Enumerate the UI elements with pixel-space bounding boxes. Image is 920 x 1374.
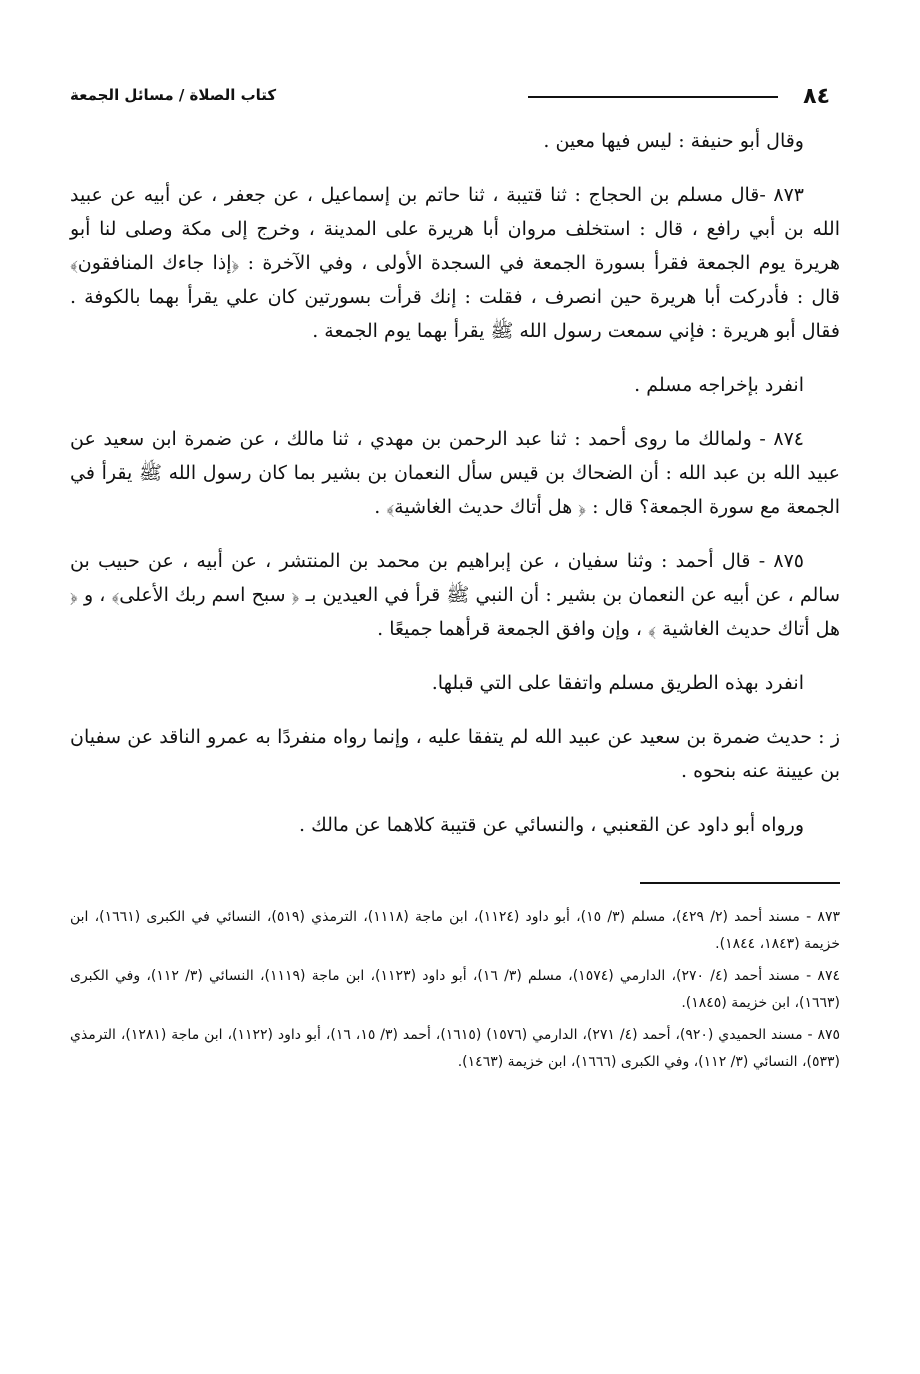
paragraph-abu-hanifa: وقال أبو حنيفة : ليس فيها معين . xyxy=(543,130,804,152)
zawaid-note: ز : حديث ضمرة بن سعيد عن عبيد الله لم يتفقا عليه ، وإنما رواه منفردًا به عمرو الناقد عن سفيان بن عيينة عنه بنحوه . xyxy=(70,726,840,782)
page-number: ٨٤ xyxy=(803,84,830,109)
header-rule xyxy=(528,96,778,98)
footnote-874: ٨٧٤ - مسند أحمد (٤/ ٢٧٠)، الدارمي (١٥٧٤)، مسلم (٣/ ١٦)، أبو داود (١١٢٣)، ابن ماجة (١١١٩)، النسائي (٣/ ١١٢)، وفي الكبرى (١٦٦٣)، ابن خزيمة (١٨٤٥). xyxy=(70,968,840,1011)
footnote-873: ٨٧٣ - مسند أحمد (٢/ ٤٢٩)، مسلم (٣/ ١٥)، أبو داود (١١٢٤)، ابن ماجة (١١١٨)، الترمذي (٥١٩)، النسائي في الكبرى (١٦٦١)، ابن خزيمة (١٨٤٣، ١٨٤٤). xyxy=(70,909,840,952)
hadith-873: ٨٧٣ -قال مسلم بن الحجاج : ثنا قتيبة ، ثنا حاتم بن إسماعيل ، عن جعفر ، عن أبيه عن عبيد الله بن أبي رافع ، قال : استخلف مروان أبا هريرة على المدينة ، وخرج إلى مكة وصلى لنا أبو هريرة يوم الجمعة فقرأ بسورة الجمعة في السجدة الأولى ، وفي الآخرة : ﴿إذا جاءك المنافقون﴾ قال : فأدركت أبا هريرة حين انصرف ، فقلت : إنك قرأت بسورتين كان علي يقرأ بهما بالكوفة . فقال أبو هريرة : فإني سمعت رسول الله ﷺ يقرأ بهما يوم الجمعة . xyxy=(70,184,840,342)
note-muslim-only: انفرد بإخراجه مسلم . xyxy=(634,374,804,396)
hadith-875: ٨٧٥ - قال أحمد : وثنا سفيان ، عن إبراهيم بن محمد بن المنتشر ، عن أبيه ، عن حبيب بن سالم ، عن أبيه عن النعمان بن بشير : أن النبي ﷺ قرأ في العيدين بـ ﴿ سبح اسم ربك الأعلى﴾ ، و ﴿ هل أتاك حديث الغاشية ﴾ ، وإن وافق الجمعة قرأهما جميعًا . xyxy=(70,550,840,640)
hadith-874: ٨٧٤ - ولمالك ما روى أحمد : ثنا عبد الرحمن بن مهدي ، ثنا مالك ، عن ضمرة ابن سعيد عن عبيد الله بن عبد الله : أن الضحاك بن قيس سأل النعمان بن بشير بما كان رسول الله ﷺ يقرأ في الجمعة مع سورة الجمعة؟ قال : ﴿ هل أتاك حديث الغاشية﴾ . xyxy=(70,428,840,518)
note-abu-dawud: ورواه أبو داود عن القعنبي ، والنسائي عن قتيبة كلاهما عن مالك . xyxy=(299,814,804,836)
running-header xyxy=(70,78,840,118)
footnote-separator xyxy=(640,882,840,884)
footnotes xyxy=(70,904,840,1076)
main-text xyxy=(70,124,840,842)
footnote-875: ٨٧٥ - مسند الحميدي (٩٢٠)، أحمد (٤/ ٢٧١)، الدارمي (١٥٧٦) (١٦١٥)، أحمد (٣/ ١٥، ١٦)، أبو داود (١١٢٢)، ابن ماجة (١٢٨١)، الترمذي (٥٣٣)، النسائي (٣/ ١١٢)، وفي الكبرى (١٦٦٦)، ابن خزيمة (١٤٦٣). xyxy=(70,1027,841,1070)
book-page xyxy=(70,78,840,1081)
note-muslim-route: انفرد بهذه الطريق مسلم واتفقا على التي قبلها. xyxy=(431,672,804,694)
running-title: كتاب الصلاة / مسائل الجمعة xyxy=(70,86,277,104)
